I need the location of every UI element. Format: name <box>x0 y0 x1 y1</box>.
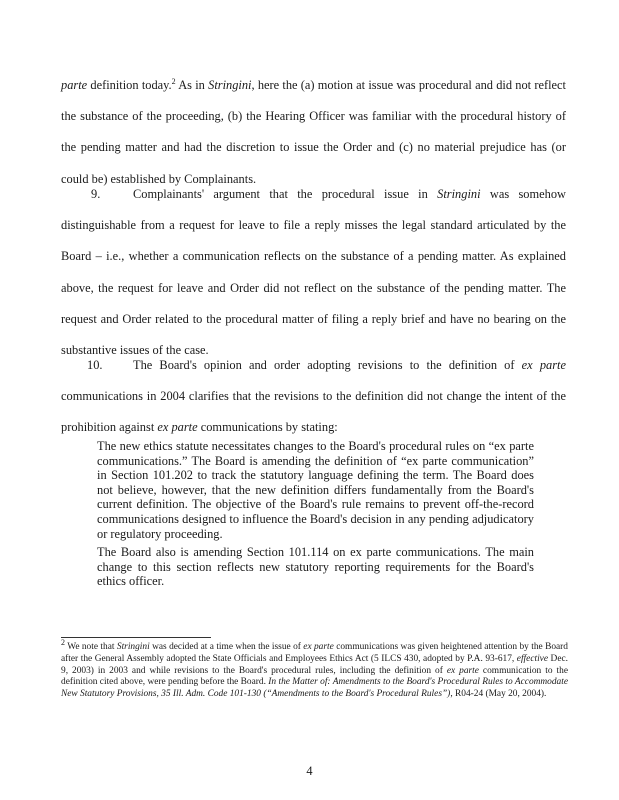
footnote-separator <box>61 637 211 638</box>
italic-text: ex parte <box>446 665 479 676</box>
text: communications by stating: <box>197 420 338 435</box>
text: Dec. 9, 2003) in 2003 and while revisions to the Board's procedural rules, including the definition of <box>61 653 568 676</box>
case-name: Stringini <box>116 642 150 652</box>
block-quote-1: The new ethics statute necessitates changes to the Board's procedural rules on “ex parte communications.” The Board is amending the definition of “ex parte communication” in Section 101.202 to track the statutory language defining the term. The Board does not believe, however, that the new definition differs fundamentally from the Board's current definition. The objective of the Board's rule remains to prevent off-the-record communications designed to influence the Board's decision in any pending adjudicatory or regulatory proceeding. <box>97 439 534 541</box>
text: As in <box>175 78 209 92</box>
text: communication to the definition cited above, were pending before the Board. <box>61 665 568 688</box>
text: was decided at a time when the issue of <box>149 642 304 652</box>
italic-text: parte <box>61 78 88 92</box>
text: , R04-24 (May 20, 2004). <box>450 689 547 700</box>
paragraph-number: 9. <box>91 187 101 201</box>
citation-title: In the Matter of: Amendments to the Board's Procedural Rules to Accommodate New Statutory Provisions, 35 Ill. Adm. Code 101-130 (“Amendments to the Board's Procedural Rules”) <box>61 677 569 700</box>
footnote-reference: 2 <box>171 76 176 86</box>
case-name: Stringini <box>437 187 481 201</box>
text: communications was given heightened attention by the Board after the General Assembly adopted the State Officials and Employees Ethics Act (5 ILCS 430, adopted by P.A. 93-617, <box>61 642 568 664</box>
text: was somehow distinguishable from a request for leave to file a reply misses the legal standard articulated by the Board – i.e., whether a communication reflects on the substance of a pending matter. As explained above, the request for leave and Order did not reflect on the substance of the pending matter. The request and Order related to the procedural matter of filing a reply brief and have no bearing on the substantive issues of the case. <box>61 187 566 358</box>
footnote-number: 2 <box>61 637 65 647</box>
italic-text: ex parte <box>303 642 334 652</box>
italic-text: effective <box>516 653 549 664</box>
text: communications in 2004 clarifies that the revisions to the definition did not change the intent of the prohibition against <box>61 389 566 435</box>
paragraph-number: 10. <box>87 358 103 372</box>
paragraph-9 <box>61 179 566 366</box>
paragraph-continued <box>61 70 566 195</box>
text: Complainants' argument that the procedural issue in <box>133 187 438 201</box>
footnote <box>61 637 569 701</box>
text: The Board's opinion and order adopting revisions to the definition of <box>133 358 522 372</box>
page-number: 4 <box>306 764 313 778</box>
block-quote-2: The Board also is amending Section 101.114 on ex parte communications. The main change to this section reflects new statutory reporting requirements for the Board's ethics officer. <box>97 545 534 589</box>
italic-text: ex parte <box>157 420 198 435</box>
case-name: Stringini <box>208 78 252 92</box>
paragraph-10 <box>61 350 566 444</box>
text: definition today. <box>87 78 172 92</box>
text: We note that <box>65 642 117 652</box>
text: , here the (a) motion at issue was procedural and did not reflect the substance of the proceeding, (b) the Hearing Officer was familiar with the procedural history of the pending matter and had the discretion to issue the Order and (c) no material prejudice has (or could be) established by Complainants. <box>61 78 567 186</box>
italic-text: ex parte <box>521 358 566 372</box>
